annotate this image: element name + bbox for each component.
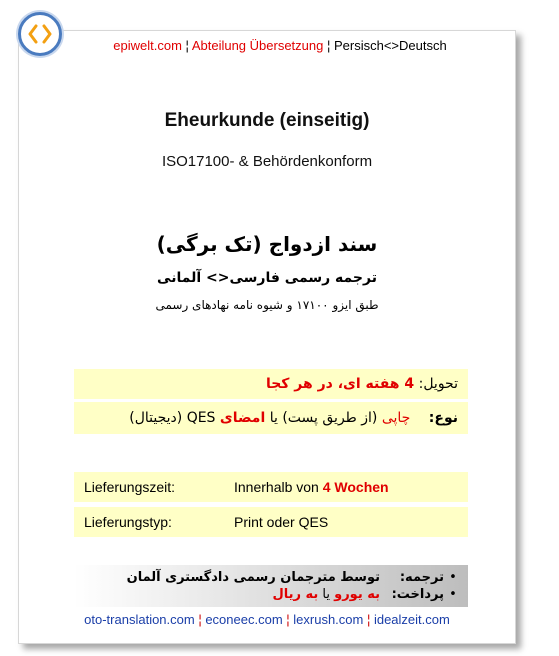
de-delivery-prefix: Innerhalb von <box>234 479 323 495</box>
fa-type-label: نوع: <box>428 410 458 426</box>
footer-links <box>18 612 516 627</box>
de-delivery-value <box>234 472 389 502</box>
de-delivery-row <box>74 472 468 502</box>
fa-type-sign: امضای <box>219 410 266 426</box>
payment-label: پرداخت: <box>391 587 444 602</box>
separator: ¦ <box>181 38 192 53</box>
department-link[interactable]: Abteilung Übersetzung <box>191 38 324 53</box>
separator: ¦ <box>282 612 294 627</box>
language-pair: Persisch<>Deutsch <box>333 38 447 53</box>
bullet-icon: • <box>449 570 457 585</box>
payment-or: یا <box>318 587 335 602</box>
document-subtitle-de: ISO17100- & Behördenkonform <box>161 153 373 170</box>
translation-label: ترجمه: <box>399 570 444 585</box>
header-line <box>70 38 490 53</box>
payment-line <box>74 586 462 603</box>
document-note-fa: طبق ایزو ۱۷۱۰۰ و شیوه نامه نهادهای رسمی <box>155 298 379 312</box>
de-type-value: Print oder QES <box>234 514 329 530</box>
document-title-fa: سند ازدواج (تک برگی) <box>156 232 378 256</box>
separator: ¦ <box>323 38 334 53</box>
de-delivery-label: Lieferungszeit: <box>84 479 176 495</box>
fa-type-row <box>74 402 468 434</box>
code-brackets-icon <box>28 24 52 44</box>
translation-line <box>74 569 462 586</box>
link-oto-translation[interactable]: oto-translation.com <box>84 612 195 627</box>
fa-type-sign-note: QES (دیجیتال) <box>129 410 216 426</box>
separator: ¦ <box>194 612 206 627</box>
payment-euro: به یورو <box>334 587 380 602</box>
separator: ¦ <box>363 612 374 627</box>
translation-value: توسط مترجمان رسمی دادگستری آلمان <box>126 570 380 585</box>
link-lexrush[interactable]: lexrush.com <box>293 612 364 627</box>
fa-delivery-row <box>74 369 468 399</box>
document-title-de: Eheurkunde (einseitig) <box>164 110 370 131</box>
bullet-icon: • <box>449 587 457 602</box>
de-delivery-highlight: 4 Wochen <box>322 479 389 495</box>
site-link[interactable]: epiwelt.com <box>113 38 182 53</box>
de-type-row <box>74 507 468 537</box>
link-econeec[interactable]: econeec.com <box>205 612 283 627</box>
fa-type-print: چاپی <box>381 410 411 426</box>
info-box <box>74 565 468 607</box>
document-subtitle-fa: ترجمه رسمی فارسی<> آلمانی <box>157 270 377 286</box>
fa-type-print-note: (از طریق پست) یا <box>269 410 378 426</box>
logo[interactable] <box>18 12 62 56</box>
payment-rial: به ریال <box>272 587 319 602</box>
fa-delivery-label: تحویل: <box>418 376 458 392</box>
fa-delivery-value: 4 هفته ای، در هر کجا <box>265 376 415 392</box>
link-idealzeit[interactable]: idealzeit.com <box>373 612 450 627</box>
de-type-label: Lieferungstyp: <box>84 514 172 530</box>
